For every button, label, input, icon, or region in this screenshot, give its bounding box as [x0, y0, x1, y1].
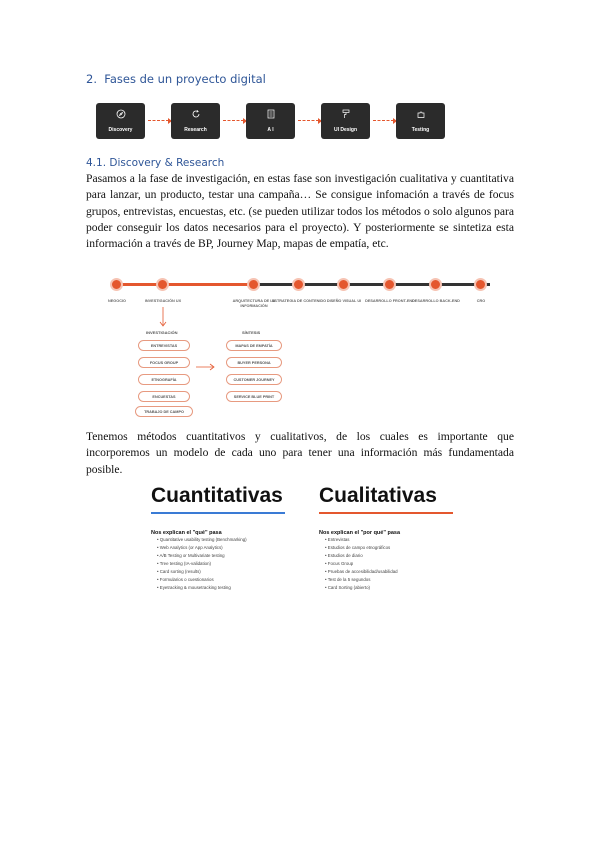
phase-research	[171, 103, 220, 139]
timeline-dot	[337, 278, 350, 291]
phase-ui-design	[321, 103, 370, 139]
list-item: • Entrevistas	[325, 536, 398, 544]
qual-subtitle: Nos explican el "por qué" pasa	[319, 530, 401, 536]
method-pill: ENCUESTAS	[138, 391, 190, 402]
list-item: • Tree testing (IA-validation)	[157, 560, 247, 568]
timeline-label: ARQUITECTURA DE LA INFORMACIÓN	[232, 299, 276, 308]
synthesis-pill: SERVICE BLUE PRINT	[226, 391, 282, 402]
phase-ai	[246, 103, 295, 139]
list-item: • Focus Group	[325, 560, 398, 568]
phase-arrow	[373, 120, 394, 121]
timeline-dot	[383, 278, 396, 291]
quant-subtitle: Nos explican el "qué" pasa	[151, 530, 222, 536]
phase-arrow	[148, 120, 169, 121]
list-item: • Formularios o cuestionarios	[157, 576, 247, 584]
list-item: • Card sorting (results)	[157, 568, 247, 576]
list-item: • Pruebas de accesibilidad/usabilidad	[325, 568, 398, 576]
process-timeline	[104, 275, 494, 425]
down-arrow-icon	[158, 307, 168, 329]
compass-icon	[96, 109, 145, 122]
investigacion-heading: INVESTIGACIÓN	[146, 330, 178, 335]
list-item: • Web Analytics (or App Analytics)	[157, 544, 247, 552]
paragraph-methods: Tenemos métodos cuantitativos y cualitativos, de los cuales es importante que incorporemos un modelo de cada uno para tener una información más fundamentada posible.	[86, 430, 514, 476]
list-item: • Test de la 5 segundos	[325, 576, 398, 584]
timeline-label: CRO	[476, 299, 486, 303]
timeline-label: DESARROLLO BACK-END	[412, 299, 460, 303]
qual-list	[319, 536, 398, 592]
timeline-dot	[247, 278, 260, 291]
puzzle-icon	[396, 109, 445, 122]
synthesis-pill: CUSTOMER JOURNEY	[226, 374, 282, 385]
method-pill: TRABAJO DE CAMPO	[135, 406, 193, 417]
section-number: 2.	[86, 72, 97, 86]
quant-underline	[151, 512, 285, 514]
list-item: • Estudios de campo etnográficos	[325, 544, 398, 552]
list-item: • A/B Testing or Multivariate testing	[157, 552, 247, 560]
method-pill: ETNOGRAFÍA	[138, 374, 190, 385]
timeline-label: DISEÑO VISUAL UI	[326, 299, 362, 303]
sintesis-heading: SÍNTESIS	[242, 330, 261, 335]
phase-discovery	[96, 103, 145, 139]
phase-testing	[396, 103, 445, 139]
list-item: • Estudios de diario	[325, 552, 398, 560]
list-item: • Card Sorting (abierto)	[325, 584, 398, 592]
qual-underline	[319, 512, 453, 514]
subsection-title: 4.1. Discovery & Research	[86, 157, 225, 169]
timeline-label: NEGOCIO	[108, 299, 126, 303]
phase-label: Discovery	[108, 127, 133, 133]
timeline-label: DESARROLLO FRONT-END	[365, 299, 415, 303]
list-item: • Quantitative usability testing (Benchmarking)	[157, 536, 247, 544]
phase-label: Research	[184, 127, 207, 133]
methods-figure	[145, 484, 465, 604]
timeline-dot	[474, 278, 487, 291]
phase-arrow	[298, 120, 319, 121]
sitemap-icon	[246, 109, 295, 122]
timeline-dot	[156, 278, 169, 291]
timeline-line	[254, 283, 490, 286]
timeline-dot	[292, 278, 305, 291]
phase-label: A I	[267, 127, 274, 133]
timeline-line	[164, 283, 254, 286]
phases-diagram	[96, 103, 446, 139]
list-item: • Eyetracking & mousetracking testing	[157, 584, 247, 592]
method-pill: FOCUS GROUP	[138, 357, 190, 368]
timeline-dot	[429, 278, 442, 291]
paint-roller-icon	[321, 109, 370, 122]
qual-title: Cualitativas	[319, 484, 437, 507]
refresh-icon	[171, 109, 220, 122]
paragraph-research: Pasamos a la fase de investigación, en estas fase son investigación cualitativa y cuantitativa para lanzar, un producto, testar una campaña… Se consigue infomación a través de focus grupos, entrevistas, encuestas, etc. (se pueden utilizar todos los métodos o solo algunos para poder conseguir los datos necesarios para el proyecto). Y posteriormente se sintetiza esta información a través de BP, Journey Map, mapas de empatía, etc.	[86, 172, 514, 251]
phase-arrow	[223, 120, 244, 121]
method-pill: ENTREVISTAS	[138, 340, 190, 351]
phase-label: Testing	[411, 127, 430, 133]
synthesis-pill: BUYER PERSONA	[226, 357, 282, 368]
synthesis-pill: MAPAS DE EMPATÍA	[226, 340, 282, 351]
section-heading	[86, 72, 266, 86]
timeline-label: INVESTIGACIÓN UX	[144, 299, 182, 303]
section-title: Fases de un proyecto digital	[104, 72, 266, 86]
phase-label: UI Design	[333, 127, 358, 133]
timeline-label: ESTRATEGIA DE CONTENIDO	[271, 299, 327, 303]
timeline-dot	[110, 278, 123, 291]
quant-list	[151, 536, 247, 592]
right-arrow-icon	[196, 363, 216, 371]
quant-title: Cuantitativas	[151, 484, 283, 507]
